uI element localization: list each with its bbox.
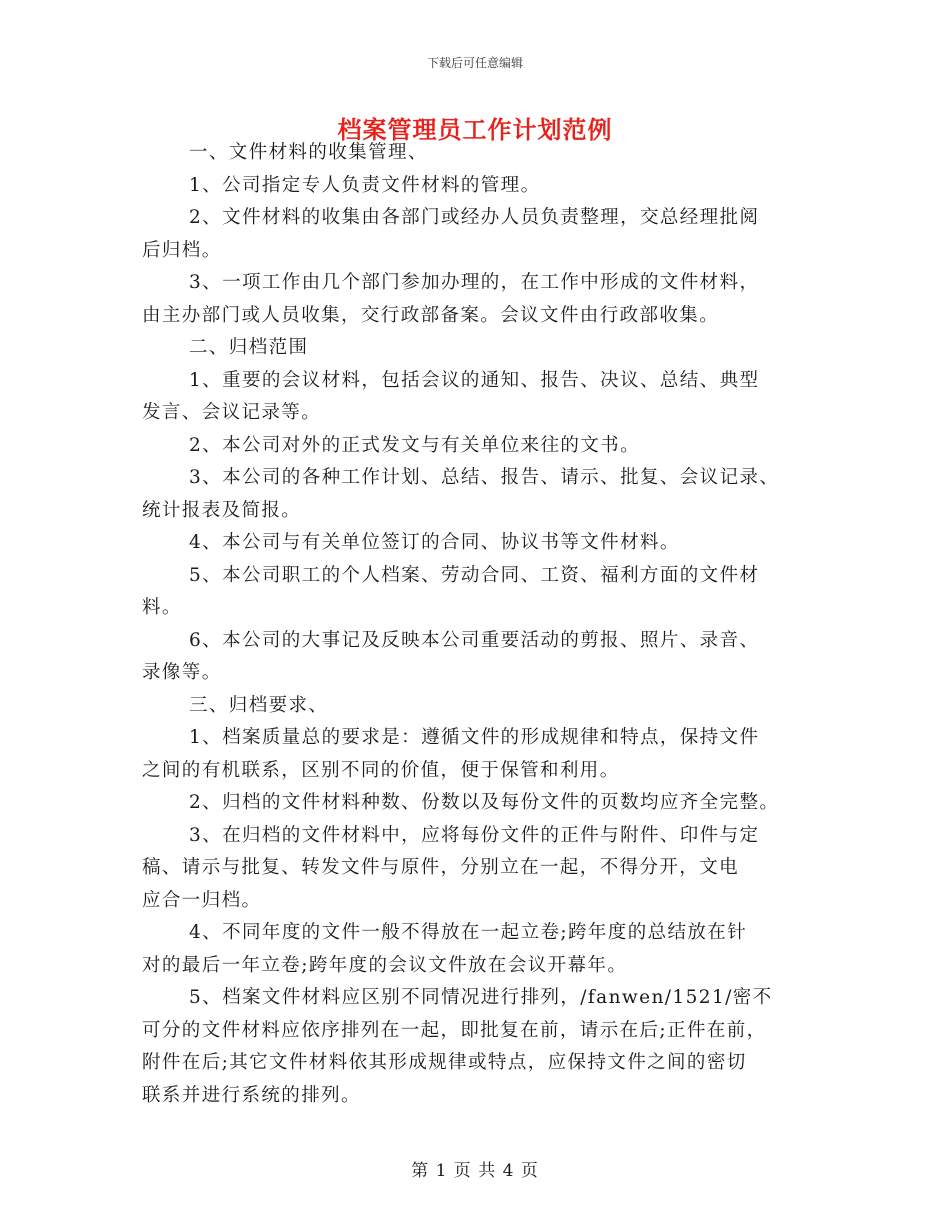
paragraph-line: 5、档案文件材料应区别不同情况进行排列，/fanwen/1521/密不 <box>189 987 773 1008</box>
paragraph-line: 由主办部门或人员收集，交行政部备案。会议文件由行政部收集。 <box>142 304 720 326</box>
paragraph <box>142 787 828 820</box>
page-footer: 第 1 页 共 4 页 <box>411 1161 539 1181</box>
paragraph-line: 1、档案质量总的要求是：遵循文件的形成规律和特点，保持文件 <box>189 727 760 748</box>
paragraph-line: 录像等。 <box>142 662 222 683</box>
paragraph <box>142 462 828 527</box>
paragraph-line: 应合一归档。 <box>142 889 262 911</box>
paragraph <box>142 560 828 625</box>
paragraph <box>142 820 828 918</box>
paragraph-line: 一、文件材料的收集管理、 <box>189 142 428 163</box>
paragraph-line: 1、重要的会议材料，包括会议的通知、报告、决议、总结、典型 <box>189 369 760 391</box>
paragraph-line: 4、本公司与有关单位签订的合同、协议书等文件材料。 <box>189 532 680 553</box>
document-title: 档案管理员工作计划范例 <box>337 115 613 144</box>
paragraph-line: 三、归档要求、 <box>189 694 329 716</box>
header-note: 下载后可任意编辑 <box>426 56 523 70</box>
paragraph-line: 联系并进行系统的排列。 <box>142 1084 361 1106</box>
paragraph-line: 附件在后;其它文件材料依其形成规律或特点，应保持文件之间的密切 <box>142 1052 747 1073</box>
paragraph <box>142 527 828 560</box>
paragraph-line: 6、本公司的大事记及反映本公司重要活动的剪报、照片、录音、 <box>189 629 760 651</box>
paragraph-line: 料。 <box>142 597 182 618</box>
paragraph-line: 二、归档范围 <box>189 337 309 358</box>
paragraph <box>142 202 828 267</box>
paragraph <box>142 982 828 1112</box>
paragraph <box>142 332 828 365</box>
paragraph-line: 对的最后一年立卷;跨年度的会议文件放在会议开幕年。 <box>142 954 628 976</box>
paragraph-line: 3、一项工作由几个部门参加办理的，在工作中形成的文件材料， <box>189 272 760 293</box>
paragraph-line: 2、归档的文件材料种数、份数以及每份文件的页数均应齐全完整。 <box>189 792 780 813</box>
paragraph <box>142 722 828 787</box>
paragraph <box>142 430 828 463</box>
paragraph <box>142 267 828 332</box>
paragraph <box>142 170 828 203</box>
paragraph-line: 5、本公司职工的个人档案、劳动合同、工资、福利方面的文件材 <box>189 564 760 586</box>
document-body <box>142 137 828 1112</box>
paragraph-line: 发言、会议记录等。 <box>142 402 322 423</box>
paragraph-line: 2、文件材料的收集由各部门或经办人员负责整理，交总经理批阅 <box>189 207 760 228</box>
paragraph-line: 3、在归档的文件材料中，应将每份文件的正件与附件、印件与定 <box>189 824 760 846</box>
paragraph-line: 2、本公司对外的正式发文与有关单位来往的文书。 <box>189 434 640 456</box>
paragraph-line: 后归档。 <box>142 239 222 261</box>
paragraph <box>142 917 828 982</box>
paragraph <box>142 365 828 430</box>
paragraph-line: 3、本公司的各种工作计划、总结、报告、请示、批复、会议记录、 <box>189 467 780 488</box>
paragraph-line: 之间的有机联系，区别不同的价值，便于保管和利用。 <box>142 759 620 781</box>
paragraph-line: 统计报表及简报。 <box>142 499 302 521</box>
paragraph <box>142 690 828 723</box>
paragraph <box>142 625 828 690</box>
paragraph <box>142 137 828 170</box>
paragraph-line: 4、不同年度的文件一般不得放在一起立卷;跨年度的总结放在针 <box>189 922 748 943</box>
paragraph-line: 可分的文件材料应依序排列在一起，即批复在前，请示在后;正件在前， <box>142 1019 767 1041</box>
paragraph-line: 稿、请示与批复、转发文件与原件，分别立在一起，不得分开，文电 <box>142 857 740 878</box>
paragraph-line: 1、公司指定专人负责文件材料的管理。 <box>189 174 541 196</box>
